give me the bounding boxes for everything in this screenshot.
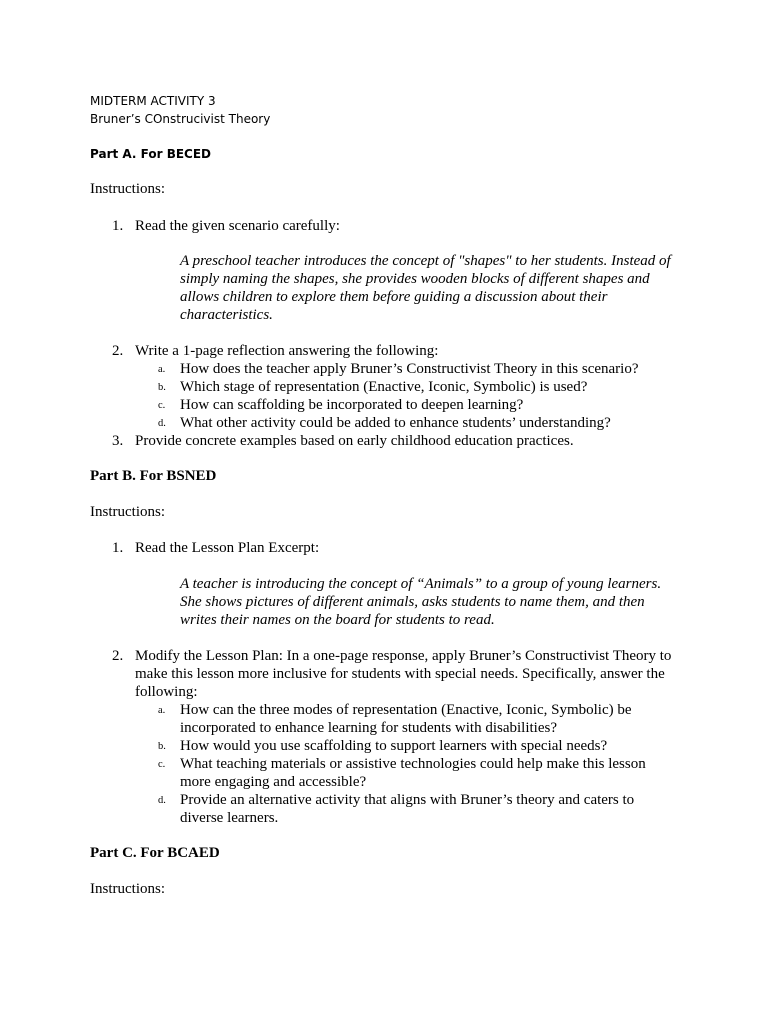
part-b-subitem-letter: c. [158,759,166,770]
part-c-heading: Part C. For BCAED [90,845,220,861]
activity-title: MIDTERM ACTIVITY 3 [90,94,216,108]
scenario-line: simply naming the shapes, she provides wooden blocks of different shapes and [180,271,650,287]
part-b-item-1-number: 1. [112,540,124,556]
excerpt-line: She shows pictures of different animals, asks students to name them, and then [180,594,645,610]
part-b-item-1-text: Read the Lesson Plan Excerpt: [135,540,320,556]
part-a-instructions-label: Instructions: [90,181,165,197]
part-b-subitem-line: diverse learners. [180,810,279,826]
activity-subtitle: Bruner’s COnstrucivist Theory [90,112,271,126]
part-b-subitem-line: incorporated to enhance learning for students with disabilities? [180,720,557,736]
part-a-subitem-letter: b. [158,382,166,393]
scenario-line: allows children to explore them before guiding a discussion about their [180,289,608,305]
part-b-subitem-line: What teaching materials or assistive technologies could help make this lesson [180,756,646,772]
part-a-heading: Part A. For BECED [90,147,212,161]
part-a-subitem-letter: a. [158,364,166,375]
part-a-item-2-text: Write a 1-page reflection answering the following: [135,343,439,359]
part-a-item-1-number: 1. [112,218,124,234]
part-b-subitem-letter: a. [158,705,166,716]
excerpt-line: A teacher is introducing the concept of “Animals” to a group of young learners. [180,576,662,592]
part-a-subitem-letter: d. [158,418,166,429]
part-a-item-3-text: Provide concrete examples based on early childhood education practices. [135,433,574,449]
part-b-item-2-line: make this lesson more inclusive for students with special needs. Specifically, answer the [135,666,665,682]
part-b-subitem-line: Provide an alternative activity that aligns with Bruner’s theory and caters to [180,792,635,808]
part-b-item-2-line: Modify the Lesson Plan: In a one-page response, apply Bruner’s Constructivist Theory to [135,648,672,664]
part-b-subitem-letter: b. [158,741,166,752]
part-b-subitem-letter: d. [158,795,166,806]
part-b-subitem-line: more engaging and accessible? [180,774,367,790]
part-a-item-1-text: Read the given scenario carefully: [135,218,340,234]
part-b-item-2-line: following: [135,684,198,700]
part-a-subitem-text: How can scaffolding be incorporated to deepen learning? [180,397,524,413]
part-a-subitem-letter: c. [158,400,166,411]
part-b-subitem-line: How can the three modes of representation (Enactive, Iconic, Symbolic) be [180,702,632,718]
part-a-item-2-number: 2. [112,343,124,359]
part-b-heading: Part B. For BSNED [90,468,217,484]
part-a-subitem-text: What other activity could be added to enhance students’ understanding? [180,415,611,431]
scenario-line: characteristics. [180,307,273,323]
part-c-instructions-label: Instructions: [90,881,165,897]
part-a-subitem-text: How does the teacher apply Bruner’s Constructivist Theory in this scenario? [180,361,639,377]
part-a-item-3-number: 3. [112,433,124,449]
scenario-line: A preschool teacher introduces the concept of "shapes" to her students. Instead of [180,253,671,269]
excerpt-line: writes their names on the board for students to read. [180,612,495,628]
part-b-subitem-line: How would you use scaffolding to support learners with special needs? [180,738,608,754]
part-a-subitem-text: Which stage of representation (Enactive, Iconic, Symbolic) is used? [180,379,588,395]
part-b-item-2-number: 2. [112,648,124,664]
part-b-instructions-label: Instructions: [90,504,165,520]
